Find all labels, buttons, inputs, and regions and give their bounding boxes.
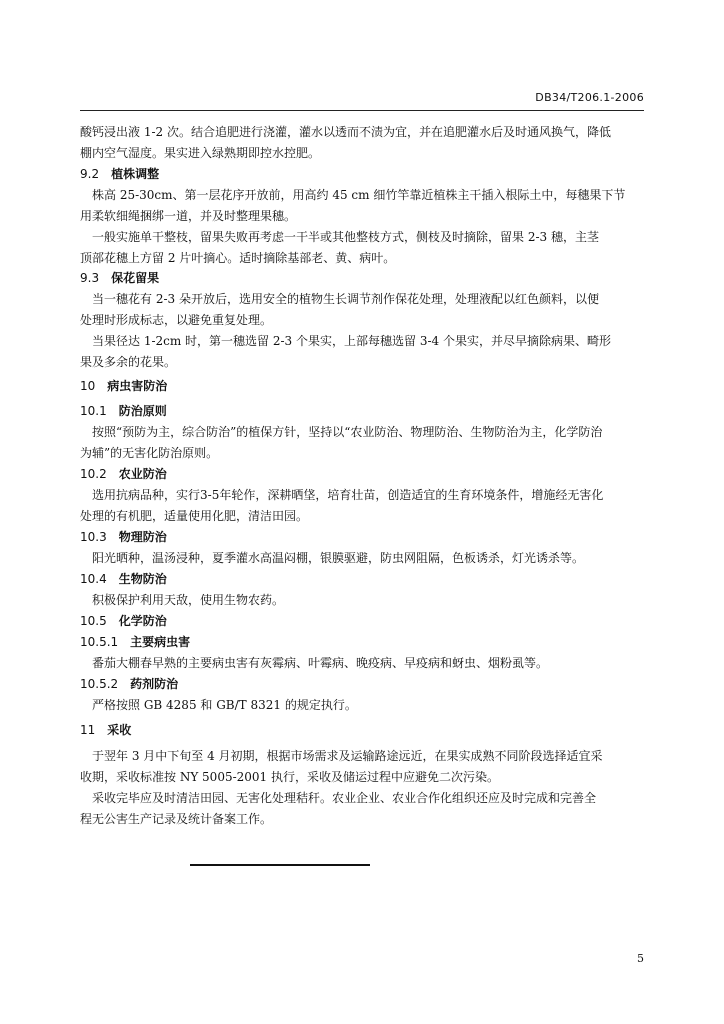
paragraph-line: 处理时形成标志，以避免重复处理。 — [80, 313, 273, 327]
header-rule — [80, 110, 644, 111]
section-heading-10-3: 10.3 物理防治 — [80, 530, 167, 544]
paragraph-line: 程无公害生产记录及统计备案工作。 — [80, 812, 273, 826]
paragraph-line: 用柔软细绳捆绑一道，并及时整理果穗。 — [80, 209, 297, 223]
paragraph-line: 采收完毕应及时清洁田园、无害化处理秸秆。农业企业、农业合作化组织还应及时完成和完善全 — [92, 791, 597, 805]
paragraph-line: 于翌年 3 月中下旬至 4 月初期，根据市场需求及运输路途远近，在果实成熟不同阶段选择适宜采 — [92, 749, 603, 763]
paragraph-line: 一般实施单干整枝，留果失败再考虑一干半或其他整枝方式，侧枝及时摘除，留果 2-3 穗，主茎 — [92, 230, 599, 244]
section-heading-10-4: 10.4 生物防治 — [80, 572, 167, 586]
paragraph-line: 番茄大棚春早熟的主要病虫害有灰霉病、叶霉病、晚疫病、早疫病和蚜虫、烟粉虱等。 — [92, 656, 549, 670]
paragraph-line: 株高 25-30cm、第一层花序开放前，用高约 45 cm 细竹竿靠近植株主干插入根际土中，每穗果下节 — [92, 188, 626, 202]
page-number: 5 — [637, 952, 644, 965]
paragraph-line: 果及多余的花果。 — [80, 355, 177, 369]
paragraph-line: 收期，采收标准按 NY 5005-2001 执行，采收及储运过程中应避免二次污染。 — [80, 770, 500, 784]
paragraph-line: 顶部花穗上方留 2 片叶摘心。适时摘除基部老、黄、病叶。 — [80, 251, 396, 265]
paragraph-line: 为辅”的无害化防治原则。 — [80, 446, 219, 460]
paragraph-line: 当果径达 1-2cm 时，第一穗选留 2-3 个果实，上部每穗选留 3-4 个果实，并尽早摘除病果、畸形 — [92, 334, 611, 348]
section-heading-10-5: 10.5 化学防治 — [80, 614, 167, 628]
section-heading-9-2: 9.2 植株调整 — [80, 167, 160, 181]
paragraph-line: 严格按照 GB 4285 和 GB/T 8321 的规定执行。 — [92, 698, 357, 712]
paragraph-line: 按照“预防为主，综合防治”的植保方针，坚持以“农业防治、物理防治、生物防治为主，化学防治 — [92, 425, 603, 439]
paragraph-line: 棚内空气湿度。果实进入绿熟期即控水控肥。 — [80, 146, 321, 160]
paragraph-line: 处理的有机肥，适量使用化肥，清洁田园。 — [80, 509, 309, 523]
section-heading-10: 10 病虫害防治 — [80, 379, 168, 393]
section-heading-10-5-2: 10.5.2 药剂防治 — [80, 677, 179, 691]
end-rule — [190, 864, 370, 866]
paragraph-line: 选用抗病品种，实行3-5年轮作，深耕晒垡，培育壮苗，创造适宜的生育环境条件，增施经无害化 — [92, 488, 604, 502]
document-code: DB34/T206.1-2006 — [535, 91, 644, 104]
section-heading-10-1: 10.1 防治原则 — [80, 404, 167, 418]
section-heading-11: 11 采收 — [80, 723, 132, 737]
paragraph-line: 阳光晒种，温汤浸种，夏季灌水高温闷棚，银膜驱避，防虫网阻隔，色板诱杀，灯光诱杀等。 — [92, 551, 585, 565]
paragraph-line: 当一穗花有 2-3 朵开放后，选用安全的植物生长调节剂作保花处理，处理液配以红色颜料，以便 — [92, 292, 599, 306]
section-heading-10-2: 10.2 农业防治 — [80, 467, 167, 481]
section-heading-10-5-1: 10.5.1 主要病虫害 — [80, 635, 191, 649]
section-heading-9-3: 9.3 保花留果 — [80, 271, 160, 285]
paragraph-line: 积极保护利用天敌，使用生物农药。 — [92, 593, 285, 607]
paragraph-line: 酸钙浸出液 1-2 次。结合追肥进行浇灌，灌水以透而不渍为宜，并在追肥灌水后及时通风换气，降低 — [80, 125, 611, 139]
